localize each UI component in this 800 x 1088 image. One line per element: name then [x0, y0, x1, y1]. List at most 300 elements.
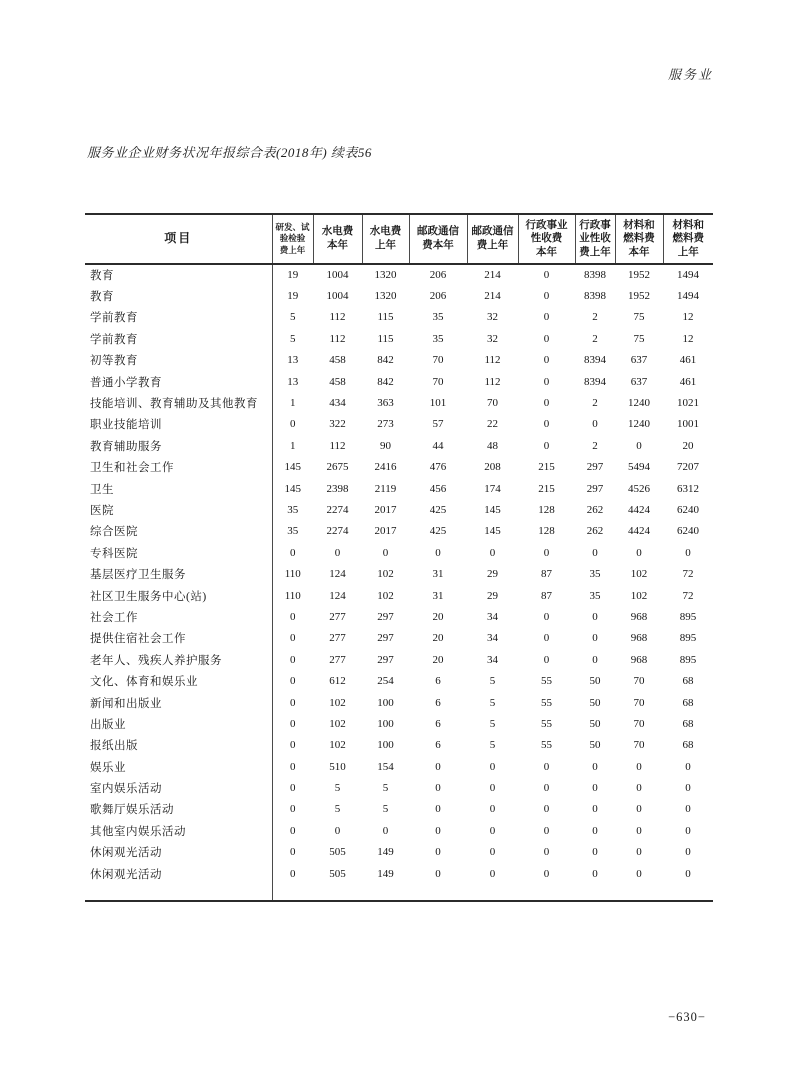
cell-administrative-fee-prev-year: 0	[592, 610, 598, 623]
cell-water-electricity-fee-prev-year: 1320	[374, 269, 397, 282]
cell-postal-telecom-fee-prev-year: 0	[489, 846, 496, 859]
cell-water-electricity-fee-prev-year: 5	[382, 803, 389, 816]
cell-administrative-fee-current-year: 0	[543, 418, 550, 431]
cell-postal-telecom-fee-prev-year: 5	[489, 675, 496, 688]
cell-material-fuel-fee-current-year: 637	[630, 354, 648, 367]
cell-material-fuel-fee-current-year: 0	[636, 846, 642, 859]
cell-material-fuel-fee-prev-year: 0	[685, 824, 691, 837]
cell-water-electricity-fee-prev-year: 273	[377, 418, 394, 431]
cell-material-fuel-fee-prev-year: 20	[682, 439, 694, 452]
row-label: 教育辅助服务	[85, 435, 272, 456]
cell-administrative-fee-current-year: 0	[543, 354, 550, 367]
row-label: 综合医院	[85, 521, 272, 542]
cell-material-fuel-fee-current-year: 0	[636, 760, 642, 773]
cell-administrative-fee-current-year: 0	[543, 290, 550, 303]
cell-water-electricity-fee-current-year: 1004	[326, 269, 349, 282]
cell-postal-telecom-fee-prev-year: 48	[487, 439, 498, 452]
cell-water-electricity-fee-current-year: 1004	[326, 290, 349, 303]
column-header-material-fuel-fee-current-year: 材料和 燃料费 本年	[615, 214, 663, 264]
cell-administrative-fee-current-year: 0	[543, 782, 550, 795]
cell-administrative-fee-prev-year: 8398	[584, 290, 606, 303]
cell-postal-telecom-fee-current-year: 31	[432, 589, 444, 602]
cell-administrative-fee-prev-year: 2	[592, 311, 598, 324]
table-row	[85, 457, 713, 478]
table-header-row	[85, 214, 713, 264]
cell-postal-telecom-fee-prev-year: 145	[484, 525, 501, 538]
table-row	[85, 735, 713, 756]
cell-material-fuel-fee-current-year: 1240	[628, 397, 650, 410]
cell-material-fuel-fee-prev-year: 68	[682, 675, 694, 688]
cell-administrative-fee-prev-year: 8394	[584, 354, 606, 367]
cell-administrative-fee-prev-year: 0	[592, 867, 598, 880]
row-label: 技能培训、教育辅助及其他教育	[85, 392, 272, 413]
table-row	[85, 670, 713, 691]
cell-water-electricity-fee-current-year: 0	[334, 546, 341, 559]
row-label: 社区卫生服务中心(站)	[85, 585, 272, 606]
cell-postal-telecom-fee-current-year: 57	[432, 418, 444, 431]
cell-water-electricity-fee-prev-year: 5	[382, 782, 389, 795]
cell-water-electricity-fee-prev-year: 115	[377, 332, 394, 345]
table-row	[85, 777, 713, 798]
cell-postal-telecom-fee-current-year: 31	[432, 568, 444, 581]
cell-rd-test-inspection-fee-prev-year: 0	[290, 632, 296, 645]
cell-material-fuel-fee-current-year: 70	[633, 739, 645, 752]
cell-rd-test-inspection-fee-prev-year: 0	[290, 824, 296, 837]
cell-postal-telecom-fee-current-year: 206	[429, 269, 447, 282]
table-row	[85, 756, 713, 777]
row-label: 教育	[85, 285, 272, 306]
cell-rd-test-inspection-fee-prev-year: 0	[290, 782, 296, 795]
cell-administrative-fee-current-year: 0	[543, 546, 550, 559]
table-row	[85, 435, 713, 456]
cell-administrative-fee-prev-year: 0	[592, 846, 598, 859]
cell-rd-test-inspection-fee-prev-year: 0	[290, 696, 296, 709]
row-label: 普通小学教育	[85, 371, 272, 392]
cell-postal-telecom-fee-prev-year: 0	[489, 546, 496, 559]
cell-rd-test-inspection-fee-prev-year: 19	[287, 269, 299, 282]
cell-water-electricity-fee-current-year: 277	[329, 632, 346, 645]
cell-postal-telecom-fee-current-year: 0	[435, 846, 441, 859]
cell-administrative-fee-current-year: 128	[538, 503, 555, 516]
cell-postal-telecom-fee-current-year: 70	[432, 354, 444, 367]
cell-water-electricity-fee-current-year: 0	[334, 824, 341, 837]
column-header-water-electricity-fee-current-year: 水电费 本年	[313, 214, 362, 264]
row-label: 室内娱乐活动	[85, 777, 272, 798]
cell-rd-test-inspection-fee-prev-year: 110	[284, 568, 301, 581]
cell-water-electricity-fee-current-year: 2274	[326, 503, 349, 516]
cell-material-fuel-fee-prev-year: 12	[682, 332, 694, 345]
cell-water-electricity-fee-prev-year: 1320	[374, 290, 397, 303]
cell-administrative-fee-prev-year: 0	[592, 782, 598, 795]
cell-rd-test-inspection-fee-prev-year: 0	[290, 717, 296, 730]
cell-postal-telecom-fee-current-year: 70	[432, 375, 444, 388]
cell-material-fuel-fee-current-year: 968	[630, 610, 648, 623]
cell-administrative-fee-current-year: 0	[543, 846, 550, 859]
row-label: 学前教育	[85, 307, 272, 328]
cell-administrative-fee-current-year: 87	[541, 589, 552, 602]
cell-water-electricity-fee-prev-year: 2119	[374, 482, 397, 495]
cell-material-fuel-fee-prev-year: 6240	[677, 503, 699, 516]
cell-material-fuel-fee-current-year: 0	[636, 439, 642, 452]
cell-rd-test-inspection-fee-prev-year: 145	[284, 461, 301, 474]
running-head: 服务业	[667, 67, 713, 82]
cell-postal-telecom-fee-current-year: 0	[435, 824, 441, 837]
row-label: 社会工作	[85, 606, 272, 627]
cell-rd-test-inspection-fee-prev-year: 145	[284, 482, 301, 495]
cell-administrative-fee-current-year: 0	[543, 397, 550, 410]
cell-material-fuel-fee-prev-year: 7207	[677, 461, 699, 474]
cell-administrative-fee-current-year: 0	[543, 653, 550, 666]
cell-material-fuel-fee-current-year: 1952	[628, 290, 650, 303]
cell-water-electricity-fee-current-year: 434	[329, 397, 346, 410]
cell-material-fuel-fee-prev-year: 895	[679, 632, 697, 645]
column-header-water-electricity-fee-prev-year: 水电费 上年	[362, 214, 409, 264]
cell-material-fuel-fee-prev-year: 6312	[677, 482, 699, 495]
table-row	[85, 606, 713, 627]
cell-postal-telecom-fee-prev-year: 29	[487, 589, 498, 602]
cell-postal-telecom-fee-prev-year: 34	[487, 653, 498, 666]
cell-postal-telecom-fee-prev-year: 32	[487, 332, 498, 345]
cell-administrative-fee-prev-year: 0	[592, 418, 598, 431]
cell-rd-test-inspection-fee-prev-year: 35	[287, 525, 299, 538]
table-row	[85, 307, 713, 328]
cell-administrative-fee-prev-year: 35	[589, 589, 601, 602]
table-header	[85, 214, 713, 264]
cell-material-fuel-fee-current-year: 75	[633, 332, 645, 345]
cell-water-electricity-fee-prev-year: 154	[377, 760, 394, 773]
table-row	[85, 392, 713, 413]
cell-water-electricity-fee-prev-year: 149	[377, 846, 394, 859]
cell-postal-telecom-fee-current-year: 44	[432, 439, 444, 452]
cell-water-electricity-fee-current-year: 2675	[326, 461, 349, 474]
row-label: 其他室内娱乐活动	[85, 820, 272, 841]
cell-water-electricity-fee-prev-year: 2017	[374, 525, 397, 538]
cell-administrative-fee-current-year: 55	[541, 739, 552, 752]
row-label: 报纸出版	[85, 735, 272, 756]
cell-rd-test-inspection-fee-prev-year: 1	[290, 397, 296, 410]
cell-material-fuel-fee-prev-year: 0	[685, 846, 691, 859]
cell-postal-telecom-fee-prev-year: 208	[484, 461, 501, 474]
cell-administrative-fee-current-year: 0	[543, 439, 550, 452]
cell-material-fuel-fee-current-year: 0	[636, 803, 642, 816]
cell-water-electricity-fee-prev-year: 254	[377, 675, 394, 688]
cell-material-fuel-fee-current-year: 5494	[628, 461, 650, 474]
cell-administrative-fee-prev-year: 297	[586, 482, 604, 495]
cell-rd-test-inspection-fee-prev-year: 0	[290, 418, 296, 431]
cell-material-fuel-fee-prev-year: 0	[685, 867, 691, 880]
cell-water-electricity-fee-prev-year: 100	[377, 696, 394, 709]
cell-water-electricity-fee-prev-year: 842	[377, 354, 394, 367]
table-row	[85, 563, 713, 584]
cell-postal-telecom-fee-current-year: 6	[435, 739, 441, 752]
cell-material-fuel-fee-prev-year: 0	[685, 782, 691, 795]
cell-postal-telecom-fee-prev-year: 0	[489, 760, 496, 773]
cell-rd-test-inspection-fee-prev-year: 0	[290, 760, 296, 773]
cell-rd-test-inspection-fee-prev-year: 0	[290, 739, 296, 752]
row-label: 老年人、残疾人养护服务	[85, 649, 272, 670]
cell-administrative-fee-prev-year: 0	[592, 760, 598, 773]
cell-administrative-fee-current-year: 0	[543, 632, 550, 645]
cell-administrative-fee-current-year: 0	[543, 803, 550, 816]
cell-postal-telecom-fee-current-year: 0	[435, 803, 441, 816]
cell-water-electricity-fee-current-year: 612	[329, 675, 346, 688]
cell-postal-telecom-fee-current-year: 0	[435, 760, 441, 773]
cell-postal-telecom-fee-prev-year: 0	[489, 824, 496, 837]
cell-material-fuel-fee-current-year: 0	[636, 867, 642, 880]
cell-rd-test-inspection-fee-prev-year: 13	[287, 354, 299, 367]
cell-postal-telecom-fee-prev-year: 5	[489, 696, 496, 709]
cell-postal-telecom-fee-current-year: 425	[429, 503, 447, 516]
cell-water-electricity-fee-current-year: 277	[329, 610, 346, 623]
cell-postal-telecom-fee-prev-year: 29	[487, 568, 498, 581]
table-row	[85, 478, 713, 499]
cell-postal-telecom-fee-prev-year: 214	[484, 290, 501, 303]
cell-postal-telecom-fee-current-year: 6	[435, 696, 441, 709]
cell-water-electricity-fee-current-year: 102	[329, 739, 346, 752]
cell-water-electricity-fee-prev-year: 100	[377, 739, 394, 752]
filler-cells	[272, 884, 713, 901]
cell-water-electricity-fee-prev-year: 2017	[374, 503, 397, 516]
cell-material-fuel-fee-prev-year: 461	[679, 354, 697, 367]
cell-postal-telecom-fee-prev-year: 34	[487, 632, 498, 645]
cell-administrative-fee-prev-year: 0	[592, 803, 598, 816]
cell-water-electricity-fee-current-year: 112	[329, 439, 346, 452]
cell-water-electricity-fee-current-year: 505	[329, 846, 346, 859]
cell-postal-telecom-fee-current-year: 476	[429, 461, 447, 474]
cell-water-electricity-fee-prev-year: 2416	[374, 461, 397, 474]
cell-material-fuel-fee-current-year: 0	[636, 824, 642, 837]
cell-material-fuel-fee-current-year: 968	[630, 653, 648, 666]
cell-material-fuel-fee-prev-year: 1494	[677, 290, 699, 303]
cell-administrative-fee-current-year: 0	[543, 867, 550, 880]
cell-administrative-fee-current-year: 55	[541, 696, 552, 709]
cell-material-fuel-fee-current-year: 4424	[628, 503, 650, 516]
cell-administrative-fee-current-year: 0	[543, 269, 550, 282]
cell-postal-telecom-fee-current-year: 20	[432, 653, 444, 666]
table-row	[85, 842, 713, 863]
cell-material-fuel-fee-prev-year: 68	[682, 717, 694, 730]
column-header-administrative-fee-prev-year: 行政事 业性收 费上年	[575, 214, 615, 264]
cell-postal-telecom-fee-current-year: 456	[429, 482, 447, 495]
cell-postal-telecom-fee-prev-year: 34	[487, 610, 498, 623]
cell-administrative-fee-prev-year: 2	[592, 397, 598, 410]
cell-water-electricity-fee-prev-year: 842	[377, 375, 394, 388]
cell-administrative-fee-current-year: 0	[543, 824, 550, 837]
cell-water-electricity-fee-prev-year: 363	[377, 397, 394, 410]
cell-administrative-fee-prev-year: 2	[592, 332, 598, 345]
row-label: 职业技能培训	[85, 414, 272, 435]
cell-postal-telecom-fee-prev-year: 0	[489, 782, 496, 795]
column-header-postal-telecom-fee-prev-year: 邮政通信 费上年	[467, 214, 518, 264]
cell-water-electricity-fee-prev-year: 90	[380, 439, 391, 452]
financial-data-table	[85, 213, 713, 902]
cell-water-electricity-fee-prev-year: 100	[377, 717, 394, 730]
cell-material-fuel-fee-current-year: 0	[636, 782, 642, 795]
cell-postal-telecom-fee-prev-year: 0	[489, 867, 496, 880]
row-label: 卫生和社会工作	[85, 457, 272, 478]
cell-administrative-fee-current-year: 0	[543, 610, 550, 623]
cell-material-fuel-fee-current-year: 102	[630, 589, 648, 602]
cell-water-electricity-fee-current-year: 102	[329, 696, 346, 709]
column-header-item: 项目	[85, 214, 272, 264]
table-row	[85, 799, 713, 820]
cell-postal-telecom-fee-prev-year: 112	[484, 354, 501, 367]
cell-water-electricity-fee-prev-year: 115	[377, 311, 394, 324]
cell-rd-test-inspection-fee-prev-year: 13	[287, 375, 299, 388]
cell-administrative-fee-current-year: 215	[538, 482, 555, 495]
row-label: 休闲观光活动	[85, 842, 272, 863]
cell-water-electricity-fee-current-year: 124	[329, 568, 346, 581]
cell-administrative-fee-prev-year: 35	[589, 568, 601, 581]
cell-water-electricity-fee-current-year: 2398	[326, 482, 349, 495]
cell-water-electricity-fee-prev-year: 297	[377, 653, 394, 666]
cell-water-electricity-fee-current-year: 277	[329, 653, 346, 666]
table-row	[85, 542, 713, 563]
cell-postal-telecom-fee-prev-year: 70	[487, 397, 498, 410]
table-row	[85, 649, 713, 670]
cell-administrative-fee-prev-year: 262	[586, 525, 604, 538]
cell-rd-test-inspection-fee-prev-year: 5	[290, 311, 296, 324]
cell-administrative-fee-prev-year: 50	[589, 717, 601, 730]
cell-postal-telecom-fee-prev-year: 32	[487, 311, 498, 324]
cell-material-fuel-fee-prev-year: 68	[682, 696, 694, 709]
cell-postal-telecom-fee-current-year: 0	[435, 867, 441, 880]
cell-water-electricity-fee-current-year: 124	[329, 589, 346, 602]
cell-postal-telecom-fee-current-year: 0	[435, 782, 441, 795]
row-label: 娱乐业	[85, 756, 272, 777]
cell-material-fuel-fee-current-year: 4526	[628, 482, 650, 495]
cell-water-electricity-fee-current-year: 510	[329, 760, 346, 773]
cell-material-fuel-fee-prev-year: 895	[679, 610, 697, 623]
column-header-administrative-fee-current-year: 行政事业 性收费 本年	[518, 214, 575, 264]
cell-administrative-fee-current-year: 0	[543, 375, 550, 388]
filler-label-cell	[85, 884, 272, 901]
cell-administrative-fee-prev-year: 2	[592, 439, 598, 452]
cell-material-fuel-fee-prev-year: 1001	[677, 418, 699, 431]
cell-water-electricity-fee-current-year: 5	[334, 803, 341, 816]
cell-material-fuel-fee-current-year: 1240	[628, 418, 650, 431]
cell-postal-telecom-fee-prev-year: 5	[489, 739, 496, 752]
cell-rd-test-inspection-fee-prev-year: 0	[290, 846, 296, 859]
cell-administrative-fee-prev-year: 50	[589, 739, 601, 752]
cell-material-fuel-fee-prev-year: 0	[685, 546, 691, 559]
cell-administrative-fee-prev-year: 0	[592, 632, 598, 645]
cell-material-fuel-fee-current-year: 4424	[628, 525, 650, 538]
table-row	[85, 692, 713, 713]
table-row	[85, 713, 713, 734]
cell-postal-telecom-fee-prev-year: 22	[487, 418, 498, 431]
cell-water-electricity-fee-current-year: 102	[329, 717, 346, 730]
cell-water-electricity-fee-prev-year: 102	[377, 568, 394, 581]
cell-material-fuel-fee-prev-year: 461	[679, 375, 697, 388]
cell-postal-telecom-fee-current-year: 6	[435, 717, 441, 730]
cell-postal-telecom-fee-current-year: 20	[432, 632, 444, 645]
cell-administrative-fee-current-year: 0	[543, 332, 550, 345]
table-row	[85, 585, 713, 606]
row-label: 专科医院	[85, 542, 272, 563]
row-label: 出版业	[85, 713, 272, 734]
cell-postal-telecom-fee-prev-year: 174	[484, 482, 501, 495]
cell-water-electricity-fee-current-year: 458	[329, 375, 346, 388]
cell-administrative-fee-current-year: 215	[538, 461, 555, 474]
cell-postal-telecom-fee-current-year: 425	[429, 525, 447, 538]
column-header-postal-telecom-fee-current-year: 邮政通信 费本年	[409, 214, 467, 264]
cell-postal-telecom-fee-current-year: 35	[432, 332, 444, 345]
cell-rd-test-inspection-fee-prev-year: 35	[287, 503, 299, 516]
cell-material-fuel-fee-current-year: 70	[633, 717, 645, 730]
cell-rd-test-inspection-fee-prev-year: 0	[290, 610, 296, 623]
cell-material-fuel-fee-current-year: 75	[633, 311, 645, 324]
cell-material-fuel-fee-prev-year: 0	[685, 803, 691, 816]
table-row	[85, 628, 713, 649]
row-label: 医院	[85, 499, 272, 520]
cell-material-fuel-fee-prev-year: 1021	[677, 397, 699, 410]
cell-water-electricity-fee-current-year: 322	[329, 418, 346, 431]
cell-material-fuel-fee-prev-year: 12	[682, 311, 694, 324]
cell-rd-test-inspection-fee-prev-year: 0	[290, 546, 296, 559]
cell-postal-telecom-fee-prev-year: 0	[489, 803, 496, 816]
cell-material-fuel-fee-prev-year: 895	[679, 653, 697, 666]
cell-rd-test-inspection-fee-prev-year: 0	[290, 675, 296, 688]
table-row	[85, 414, 713, 435]
cell-administrative-fee-prev-year: 0	[592, 653, 598, 666]
row-label: 学前教育	[85, 328, 272, 349]
row-label: 教育	[85, 264, 272, 285]
cell-rd-test-inspection-fee-prev-year: 5	[290, 332, 296, 345]
cell-rd-test-inspection-fee-prev-year: 0	[290, 867, 296, 880]
cell-water-electricity-fee-current-year: 5	[334, 782, 341, 795]
cell-water-electricity-fee-prev-year: 102	[377, 589, 394, 602]
row-label: 卫生	[85, 478, 272, 499]
page-number: −630−	[668, 1010, 706, 1024]
cell-postal-telecom-fee-prev-year: 112	[484, 375, 501, 388]
cell-water-electricity-fee-prev-year: 297	[377, 610, 394, 623]
row-label: 基层医疗卫生服务	[85, 563, 272, 584]
cell-water-electricity-fee-prev-year: 0	[382, 546, 389, 559]
cell-administrative-fee-current-year: 87	[541, 568, 552, 581]
cell-material-fuel-fee-current-year: 1952	[628, 269, 650, 282]
cell-postal-telecom-fee-prev-year: 5	[489, 717, 496, 730]
cell-water-electricity-fee-prev-year: 149	[377, 867, 394, 880]
row-label: 提供住宿社会工作	[85, 628, 272, 649]
column-header-material-fuel-fee-prev-year: 材料和 燃料费 上年	[663, 214, 713, 264]
table-row	[85, 820, 713, 841]
cell-postal-telecom-fee-current-year: 35	[432, 311, 444, 324]
cell-water-electricity-fee-current-year: 458	[329, 354, 346, 367]
cell-material-fuel-fee-current-year: 70	[633, 675, 645, 688]
cell-administrative-fee-current-year: 55	[541, 675, 552, 688]
cell-material-fuel-fee-current-year: 637	[630, 375, 648, 388]
column-header-rd-test-inspection-fee-prev-year: 研发、试 验检验 费上年	[272, 214, 313, 264]
cell-postal-telecom-fee-current-year: 0	[435, 546, 441, 559]
cell-administrative-fee-prev-year: 0	[592, 546, 598, 559]
cell-administrative-fee-prev-year: 262	[586, 503, 604, 516]
cell-postal-telecom-fee-prev-year: 145	[484, 503, 501, 516]
cell-rd-test-inspection-fee-prev-year: 1	[290, 439, 296, 452]
row-label: 新闻和出版业	[85, 692, 272, 713]
cell-material-fuel-fee-prev-year: 72	[682, 589, 694, 602]
row-label: 休闲观光活动	[85, 863, 272, 884]
row-label: 歌舞厅娱乐活动	[85, 799, 272, 820]
cell-rd-test-inspection-fee-prev-year: 19	[287, 290, 299, 303]
cell-material-fuel-fee-prev-year: 1494	[677, 269, 699, 282]
cell-water-electricity-fee-current-year: 112	[329, 332, 346, 345]
cell-postal-telecom-fee-current-year: 20	[432, 610, 444, 623]
cell-administrative-fee-prev-year: 8394	[584, 375, 606, 388]
cell-administrative-fee-prev-year: 297	[586, 461, 604, 474]
cell-rd-test-inspection-fee-prev-year: 0	[290, 803, 296, 816]
cell-postal-telecom-fee-current-year: 101	[429, 397, 447, 410]
